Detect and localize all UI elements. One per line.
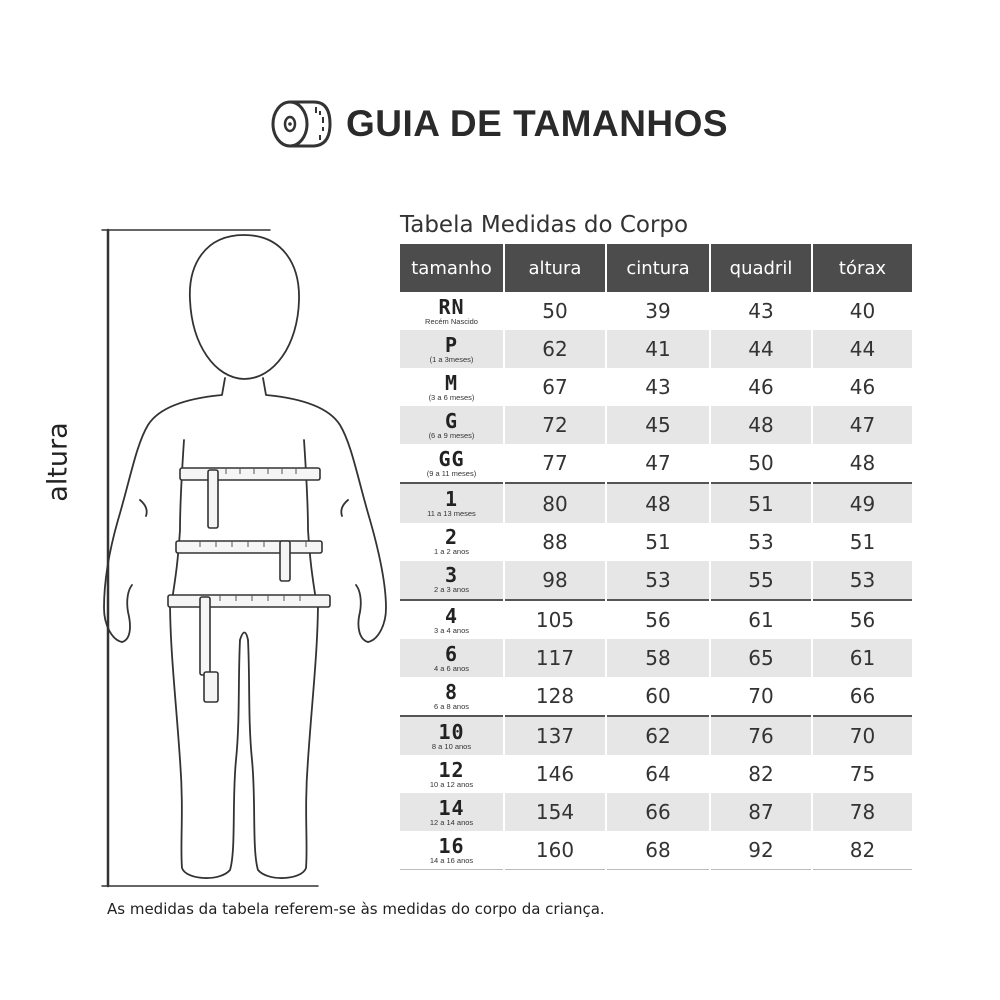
size-code: 16 <box>438 834 465 859</box>
table-row <box>400 368 912 406</box>
size-code: 12 <box>438 757 465 782</box>
torax-cell: 78 <box>812 793 912 831</box>
altura-cell: 50 <box>504 292 606 330</box>
cintura-cell: 68 <box>606 831 710 870</box>
size-cell <box>400 716 504 755</box>
table-title: Tabela Medidas do Corpo <box>400 212 689 238</box>
size-cell <box>400 368 504 406</box>
cintura-cell: 66 <box>606 793 710 831</box>
quadril-cell: 48 <box>710 406 812 444</box>
size-cell <box>400 600 504 639</box>
cintura-cell: 39 <box>606 292 710 330</box>
size-code: 10 <box>438 719 465 744</box>
page-title: GUIA DE TAMANHOS <box>346 103 729 144</box>
altura-cell: 160 <box>504 831 606 870</box>
size-cell <box>400 483 504 522</box>
table-body <box>400 292 912 870</box>
altura-cell: 146 <box>504 755 606 793</box>
torax-cell: 47 <box>812 406 912 444</box>
quadril-cell: 65 <box>710 639 812 677</box>
size-code: 14 <box>438 796 465 821</box>
column-header-tamanho: tamanho <box>400 244 504 292</box>
size-cell <box>400 561 504 600</box>
altura-cell: 128 <box>504 677 606 716</box>
cintura-cell: 48 <box>606 483 710 522</box>
torax-cell: 70 <box>812 716 912 755</box>
size-table <box>400 244 912 870</box>
cintura-cell: 51 <box>606 523 710 561</box>
torax-cell: 46 <box>812 368 912 406</box>
measuring-tape-icon <box>270 93 332 155</box>
quadril-cell: 61 <box>710 600 812 639</box>
size-age-range: (3 a 6 meses) <box>428 392 475 402</box>
size-age-range: (1 a 3meses) <box>429 354 474 364</box>
size-age-range: 3 a 4 anos <box>433 625 470 635</box>
altura-cell: 98 <box>504 561 606 600</box>
size-cell <box>400 793 504 831</box>
table-row <box>400 444 912 483</box>
size-cell <box>400 677 504 716</box>
altura-cell: 154 <box>504 793 606 831</box>
table-row <box>400 292 912 330</box>
size-code: 8 <box>444 679 459 704</box>
size-cell <box>400 639 504 677</box>
table-row <box>400 561 912 600</box>
quadril-cell: 87 <box>710 793 812 831</box>
quadril-cell: 44 <box>710 330 812 368</box>
table-row <box>400 755 912 793</box>
cintura-cell: 56 <box>606 600 710 639</box>
size-code: GG <box>438 447 465 472</box>
cintura-cell: 58 <box>606 639 710 677</box>
cintura-cell: 47 <box>606 444 710 483</box>
cintura-cell: 60 <box>606 677 710 716</box>
size-cell <box>400 330 504 368</box>
child-body-outline <box>70 222 410 902</box>
size-age-range: 1 a 2 anos <box>433 547 470 557</box>
column-header-altura: altura <box>504 244 606 292</box>
size-age-range: (9 a 11 meses) <box>426 469 477 479</box>
quadril-cell: 46 <box>710 368 812 406</box>
quadril-cell: 43 <box>710 292 812 330</box>
size-age-range: 14 a 16 anos <box>429 856 474 866</box>
torax-cell: 75 <box>812 755 912 793</box>
altura-cell: 105 <box>504 600 606 639</box>
torax-cell: 53 <box>812 561 912 600</box>
altura-cell: 77 <box>504 444 606 483</box>
size-cell <box>400 831 504 870</box>
quadril-cell: 53 <box>710 523 812 561</box>
column-header-cintura: cintura <box>606 244 710 292</box>
altura-cell: 117 <box>504 639 606 677</box>
altura-cell: 80 <box>504 483 606 522</box>
torax-cell: 61 <box>812 639 912 677</box>
size-code: 3 <box>444 563 459 588</box>
size-age-range: 11 a 13 meses <box>427 509 476 519</box>
table-row <box>400 793 912 831</box>
size-cell <box>400 523 504 561</box>
quadril-cell: 51 <box>710 483 812 522</box>
altura-cell: 72 <box>504 406 606 444</box>
size-age-range: 4 a 6 anos <box>433 663 470 673</box>
table-row <box>400 483 912 522</box>
torax-cell: 56 <box>812 600 912 639</box>
quadril-cell: 82 <box>710 755 812 793</box>
size-code: M <box>444 370 459 395</box>
torax-cell: 48 <box>812 444 912 483</box>
size-cell <box>400 406 504 444</box>
size-age-range: 2 a 3 anos <box>433 585 470 595</box>
quadril-cell: 70 <box>710 677 812 716</box>
quadril-cell: 92 <box>710 831 812 870</box>
cintura-cell: 53 <box>606 561 710 600</box>
cintura-cell: 64 <box>606 755 710 793</box>
size-age-range: 12 a 14 anos <box>429 818 474 828</box>
size-age-range: 6 a 8 anos <box>433 701 470 711</box>
torax-cell: 49 <box>812 483 912 522</box>
quadril-cell: 76 <box>710 716 812 755</box>
table-row <box>400 831 912 870</box>
size-cell <box>400 755 504 793</box>
torax-cell: 44 <box>812 330 912 368</box>
size-code: 6 <box>444 641 459 666</box>
footnote: As medidas da tabela referem-se às medidas do corpo da criança. <box>107 900 605 918</box>
cintura-cell: 43 <box>606 368 710 406</box>
size-cell <box>400 292 504 330</box>
cintura-cell: 62 <box>606 716 710 755</box>
quadril-cell: 55 <box>710 561 812 600</box>
size-code: 4 <box>444 603 459 628</box>
table-row <box>400 716 912 755</box>
size-age-range: 8 a 10 anos <box>431 741 472 751</box>
size-age-range: (6 a 9 meses) <box>428 431 475 441</box>
cintura-cell: 41 <box>606 330 710 368</box>
torax-cell: 66 <box>812 677 912 716</box>
column-header-quadril: quadril <box>710 244 812 292</box>
table-row <box>400 677 912 716</box>
size-code: RN <box>438 294 465 319</box>
size-cell <box>400 444 504 483</box>
torax-cell: 51 <box>812 523 912 561</box>
page-header <box>270 92 728 156</box>
torax-cell: 82 <box>812 831 912 870</box>
altura-cell: 67 <box>504 368 606 406</box>
cintura-cell: 45 <box>606 406 710 444</box>
column-header-torax: tórax <box>812 244 912 292</box>
table-row <box>400 330 912 368</box>
size-code: P <box>444 332 459 357</box>
table-row <box>400 523 912 561</box>
size-code: G <box>444 409 459 434</box>
torax-cell: 40 <box>812 292 912 330</box>
table-row <box>400 639 912 677</box>
size-age-range: 10 a 12 anos <box>429 779 474 789</box>
altura-cell: 62 <box>504 330 606 368</box>
table-header-row <box>400 244 912 292</box>
size-code: 1 <box>444 487 459 512</box>
table-row <box>400 600 912 639</box>
altura-cell: 137 <box>504 716 606 755</box>
table-row <box>400 406 912 444</box>
height-axis-label: altura <box>42 422 74 502</box>
size-code: 2 <box>444 525 459 550</box>
quadril-cell: 50 <box>710 444 812 483</box>
size-age-range: Recém Nascido <box>425 316 478 326</box>
altura-cell: 88 <box>504 523 606 561</box>
